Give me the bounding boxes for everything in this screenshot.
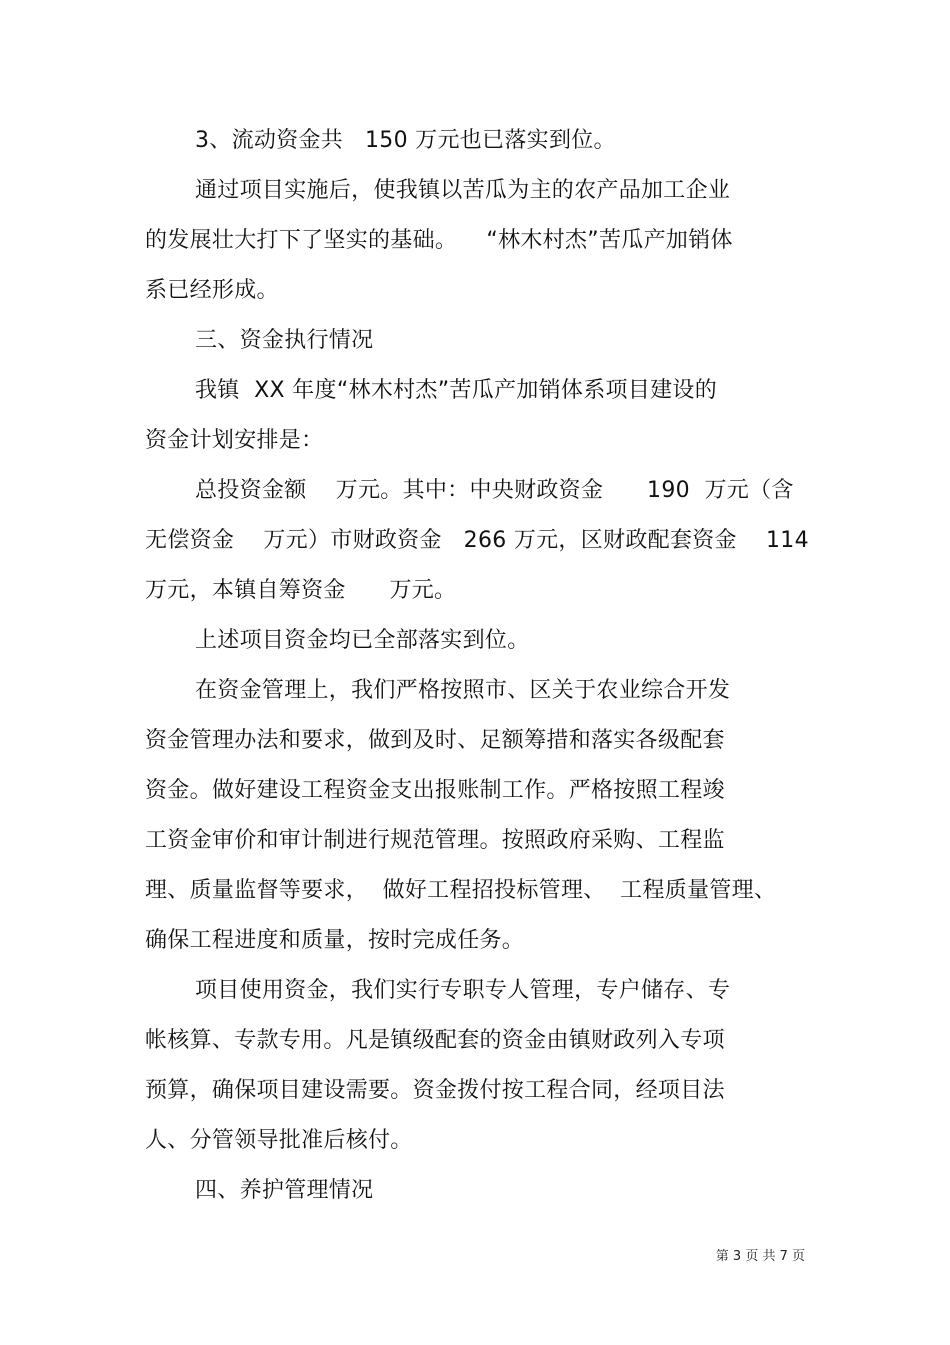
text-line: 无偿资金 万元）市财政资金 266 万元，区财政配套资金 114 [145, 528, 809, 553]
page-number-footer: 第 3 页 共 7 页 [715, 1249, 805, 1264]
text-line: 在资金管理上，我们严格按照市、区关于农业综合开发 [195, 678, 731, 703]
text-line: 工资金审价和审计制进行规范管理。按照政府采购、工程监 [145, 828, 725, 853]
text-line: 上述项目资金均已全部落实到位。 [195, 628, 530, 653]
text-line: 万元，本镇自筹资金 万元。 [145, 578, 457, 603]
text-line: 系已经形成。 [145, 278, 279, 303]
text-line: 理、质量监督等要求， 做好工程招投标管理、 工程质量管理、 [145, 878, 777, 903]
text-line: 通过项目实施后，使我镇以苦瓜为主的农产品加工企业 [195, 178, 731, 203]
text-line: 资金。做好建设工程资金支出报账制工作。严格按照工程竣 [145, 778, 725, 803]
text-line: 确保工程进度和质量，按时完成任务。 [145, 928, 525, 953]
section-heading: 四、养护管理情况 [195, 1178, 374, 1203]
text-line: 人、分管领导批准后核付。 [145, 1128, 413, 1153]
text-line: 3、流动资金共 150 万元也已落实到位。 [195, 128, 616, 153]
text-line: 资金计划安排是： [145, 428, 324, 453]
section-heading: 三、资金执行情况 [195, 328, 374, 353]
text-line: 的发展壮大打下了坚实的基础。 “林木村杰”苦瓜产加销体 [145, 228, 733, 253]
text-line: 总投资金额 万元。其中：中央财政资金 190 万元（含 [195, 478, 794, 503]
text-line: 预算，确保项目建设需要。资金拨付按工程合同，经项目法 [145, 1078, 725, 1103]
text-line: 资金管理办法和要求，做到及时、足额筹措和落实各级配套 [145, 728, 725, 753]
text-line: 项目使用资金，我们实行专职专人管理，专户储存、专 [195, 978, 731, 1003]
text-line: 我镇 XX 年度“林木村杰”苦瓜产加销体系项目建设的 [195, 378, 718, 403]
text-line: 帐核算、专款专用。凡是镇级配套的资金由镇财政列入专项 [145, 1028, 725, 1053]
